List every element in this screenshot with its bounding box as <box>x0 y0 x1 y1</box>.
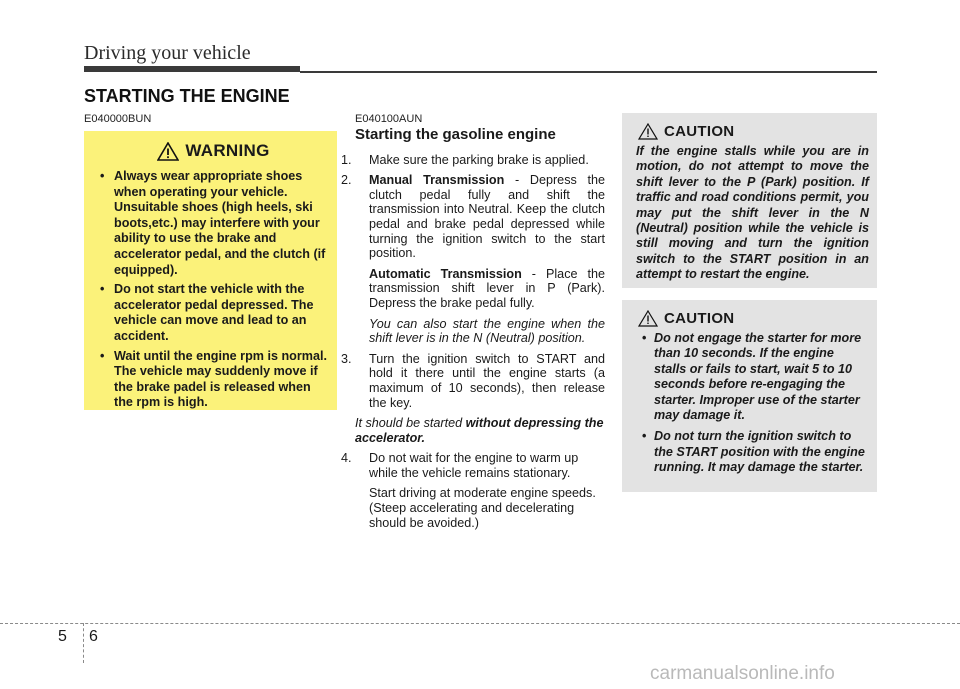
warning-box <box>84 131 337 410</box>
header-title: Driving your vehicle <box>84 42 251 64</box>
caution-item: • Do not engage the starter for more than 10 seconds. If the engine stalls or fails to start, wait 5 to 10 seconds before re-engaging the starter. Improper use of the starter may damage it. <box>636 331 869 423</box>
header-rule-thick <box>84 66 300 72</box>
note-emphasis: without depressing the accelerator. <box>355 416 604 445</box>
caution-triangle-icon <box>638 123 658 140</box>
section-code-mid: E040100AUN <box>355 113 423 125</box>
warning-header <box>100 141 327 161</box>
manual-transmission-label: Manual Transmission <box>369 173 505 188</box>
caution-triangle-icon <box>638 310 658 327</box>
step-text: - Place the transmission shift lever in P (Park). Depress the brake pedal fully. <box>369 266 606 310</box>
step-1 <box>341 152 605 168</box>
step-number: 3. <box>341 351 352 366</box>
warning-list <box>100 169 327 411</box>
step-text: Turn the ignition switch to START and hold it there until the engine starts (a maximum of 10 seconds), then release the key. <box>369 351 605 410</box>
caution-label: CAUTION <box>664 310 735 327</box>
section-title: STARTING THE ENGINE <box>84 86 290 106</box>
starting-instructions <box>341 126 606 536</box>
warning-item: • Wait until the engine rpm is normal. The vehicle may suddenly move if the brake padel is released when the rpm is high. <box>100 349 327 411</box>
warning-item: • Do not start the vehicle with the accelerator pedal depressed. The vehicle can move and lead to an accident. <box>100 282 327 344</box>
caution-header <box>636 123 869 140</box>
instructions-heading: Starting the gasoline engine <box>355 126 556 143</box>
automatic-transmission-paragraph <box>355 267 605 311</box>
caution-text: If the engine stalls while you are in motion, do not attempt to move the shift lever to the P (Park) position. If traffic and road conditions permit, you may put the shift lever in the N (Neutral) position while the vehicle is still moving and turn the ignition switch to the START position in an attempt to restart the engine. <box>636 144 869 282</box>
caution-list <box>636 331 869 476</box>
step-number: 1. <box>341 152 352 167</box>
caution-box-stall <box>622 113 877 288</box>
caution-label: CAUTION <box>664 123 735 140</box>
accelerator-note <box>355 416 605 445</box>
caution-header <box>636 310 869 327</box>
automatic-transmission-label: Automatic Transmission <box>369 266 522 281</box>
step-text: Make sure the parking brake is applied. <box>369 152 589 167</box>
warning-triangle-icon <box>157 142 179 161</box>
step-3 <box>341 351 605 410</box>
watermark: carmanualsonline.info <box>650 663 835 684</box>
caution-item: • Do not turn the ignition switch to the START position with the engine running. It may damage the starter. <box>636 429 869 475</box>
step-text: Do not wait for the engine to warm up while the vehicle remains stationary. <box>369 451 579 480</box>
caution-box-starter <box>622 300 877 492</box>
neutral-note: You can also start the engine when the shift lever is in the N (Neutral) position. <box>369 316 605 346</box>
chapter-number: 5 <box>58 628 67 645</box>
warning-label: WARNING <box>185 141 270 160</box>
header-rule-thin <box>300 71 877 73</box>
step-text: - Depress the clutch pedal fully and shift the transmission into Neutral. Keep the clutch pedal and brake pedal depressed while turning the ignition switch to the start position. <box>369 173 605 261</box>
step-4 <box>341 451 605 480</box>
footer-dashed-rule <box>0 623 960 624</box>
step-2 <box>341 173 605 261</box>
step-number: 2. <box>341 173 352 188</box>
driving-speed-note: Start driving at moderate engine speeds. (Steep accelerating and decelerating should be avoided.) <box>369 486 596 530</box>
section-code-left: E040000BUN <box>84 113 152 125</box>
note-text: It should be started <box>355 416 466 431</box>
footer-dashed-divider <box>83 623 84 663</box>
warning-item: • Always wear appropriate shoes when operating your vehicle. Unsuitable shoes (high heels, ski boots,etc.) may interfere with your ability to use the brake and accelerator pedal, and the clutch (if equipped). <box>100 169 327 278</box>
page-number: 6 <box>89 628 98 645</box>
step-number: 4. <box>341 451 352 466</box>
